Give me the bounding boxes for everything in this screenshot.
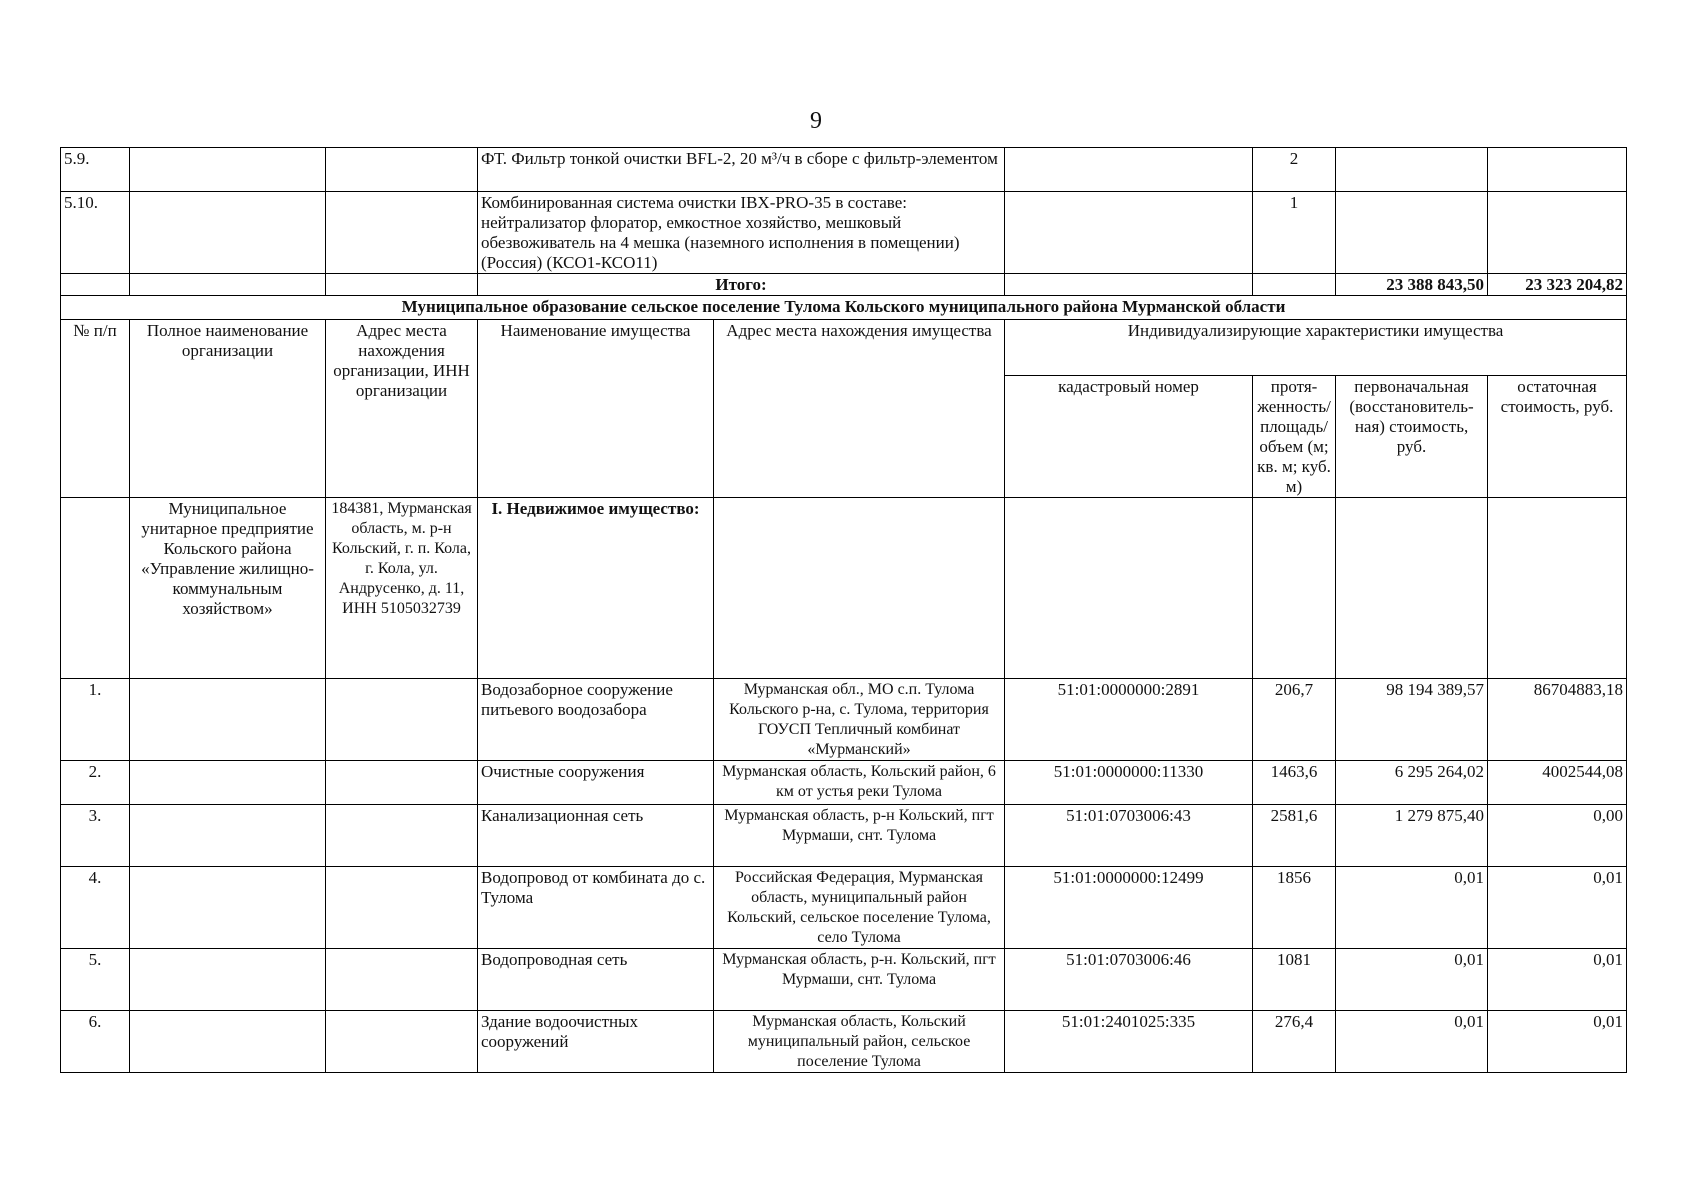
property-name: Очистные сооружения — [478, 761, 714, 805]
table-row — [61, 148, 1627, 192]
row-number: 1. — [61, 679, 130, 761]
residual-cost: 4002544,08 — [1488, 761, 1627, 805]
cadastral-number: 51:01:0000000:11330 — [1005, 761, 1253, 805]
header-characteristics: Индивидуализирующие характеристики имущества — [1005, 320, 1627, 376]
property-address: Мурманская область, Кольский район, 6 км от устья реки Тулома — [714, 761, 1005, 805]
item-quantity: 2 — [1253, 148, 1336, 192]
property-category: I. Недвижимое имущество: — [478, 498, 714, 679]
table-row — [61, 679, 1627, 761]
extent-value: 1856 — [1253, 867, 1336, 949]
header-org-name: Полное наименование организации — [130, 320, 326, 498]
row-number: 5.10. — [61, 192, 130, 274]
page-number: 9 — [810, 108, 822, 134]
total-row — [61, 274, 1627, 296]
extent-value: 2581,6 — [1253, 805, 1336, 867]
cadastral-number: 51:01:0000000:2891 — [1005, 679, 1253, 761]
initial-cost: 1 279 875,40 — [1336, 805, 1488, 867]
property-address: Российская Федерация, Мурманская область, муниципальный район Кольский, сельское поселение Тулома, село Тулома — [714, 867, 1005, 949]
item-name: ФТ. Фильтр тонкой очистки BFL-2, 20 м³/ч в сборе с фильтр-элементом — [478, 148, 1005, 192]
header-property-address: Адрес места нахождения имущества — [714, 320, 1005, 498]
table-row — [61, 949, 1627, 1011]
table-row — [61, 1011, 1627, 1073]
property-address: Мурманская область, р-н. Кольский, пгт Мурмаши, снт. Тулома — [714, 949, 1005, 1011]
header-cadastral: кадастровый номер — [1005, 376, 1253, 498]
property-name: Канализационная сеть — [478, 805, 714, 867]
property-address: Мурманская область, Кольский муниципальный район, сельское поселение Тулома — [714, 1011, 1005, 1073]
header-extent: протя-женность/ площадь/ объем (м; кв. м; куб. м) — [1253, 376, 1336, 498]
property-name: Водозаборное сооружение питьевого воодозабора — [478, 679, 714, 761]
header-residual-cost: остаточная стоимость, руб. — [1488, 376, 1627, 498]
property-name: Водопровод от комбината до с. Тулома — [478, 867, 714, 949]
property-name: Здание водоочистных сооружений — [478, 1011, 714, 1073]
cadastral-number: 51:01:2401025:335 — [1005, 1011, 1253, 1073]
property-address: Мурманская обл., МО с.п. Тулома Кольского р-на, с. Тулома, территория ГОУСП Тепличный комбинат «Мурманский» — [714, 679, 1005, 761]
row-number: 3. — [61, 805, 130, 867]
residual-cost: 0,01 — [1488, 1011, 1627, 1073]
property-table — [60, 147, 1627, 1073]
total-initial-cost: 23 388 843,50 — [1336, 274, 1488, 296]
row-number: 5.9. — [61, 148, 130, 192]
organization-row — [61, 498, 1627, 679]
initial-cost: 0,01 — [1336, 949, 1488, 1011]
extent-value: 1081 — [1253, 949, 1336, 1011]
residual-cost: 0,01 — [1488, 949, 1627, 1011]
extent-value: 206,7 — [1253, 679, 1336, 761]
header-org-address: Адрес места нахождения организации, ИНН организации — [326, 320, 478, 498]
header-num: № п/п — [61, 320, 130, 498]
residual-cost: 86704883,18 — [1488, 679, 1627, 761]
row-number: 4. — [61, 867, 130, 949]
item-quantity: 1 — [1253, 192, 1336, 274]
row-number: 5. — [61, 949, 130, 1011]
table-row — [61, 805, 1627, 867]
cadastral-number: 51:01:0703006:46 — [1005, 949, 1253, 1011]
header-initial-cost: первоначальная (восстановитель-ная) стоимость, руб. — [1336, 376, 1488, 498]
table-row — [61, 761, 1627, 805]
organization-name: Муниципальное унитарное предприятие Кольского района «Управление жилищно-коммунальным хозяйством» — [130, 498, 326, 679]
section-title: Муниципальное образование сельское поселение Тулома Кольского муниципального района Мурманской области — [61, 296, 1627, 320]
extent-value: 276,4 — [1253, 1011, 1336, 1073]
cadastral-number: 51:01:0703006:43 — [1005, 805, 1253, 867]
residual-cost: 0,00 — [1488, 805, 1627, 867]
initial-cost: 0,01 — [1336, 867, 1488, 949]
extent-value: 1463,6 — [1253, 761, 1336, 805]
table-row — [61, 192, 1627, 274]
organization-address: 184381, Мурманская область, м. р-н Кольский, г. п. Кола, г. Кола, ул. Андрусенко, д. 11, ИНН 5105032739 — [326, 498, 478, 679]
item-name: Комбинированная система очистки IBX-PRO-35 в составе: нейтрализатор флоратор, емкостное хозяйство, мешковый обезвоживатель на 4 мешка (наземного исполнения в помещении) (Россия) (КСО1-КСО11) — [478, 192, 1005, 274]
initial-cost: 0,01 — [1336, 1011, 1488, 1073]
initial-cost: 6 295 264,02 — [1336, 761, 1488, 805]
cadastral-number: 51:01:0000000:12499 — [1005, 867, 1253, 949]
row-number: 2. — [61, 761, 130, 805]
property-address: Мурманская область, р-н Кольский, пгт Мурмаши, снт. Тулома — [714, 805, 1005, 867]
initial-cost: 98 194 389,57 — [1336, 679, 1488, 761]
header-property-name: Наименование имущества — [478, 320, 714, 498]
residual-cost: 0,01 — [1488, 867, 1627, 949]
table-row — [61, 867, 1627, 949]
total-residual-cost: 23 323 204,82 — [1488, 274, 1627, 296]
total-label: Итого: — [478, 274, 1005, 296]
property-name: Водопроводная сеть — [478, 949, 714, 1011]
row-number: 6. — [61, 1011, 130, 1073]
